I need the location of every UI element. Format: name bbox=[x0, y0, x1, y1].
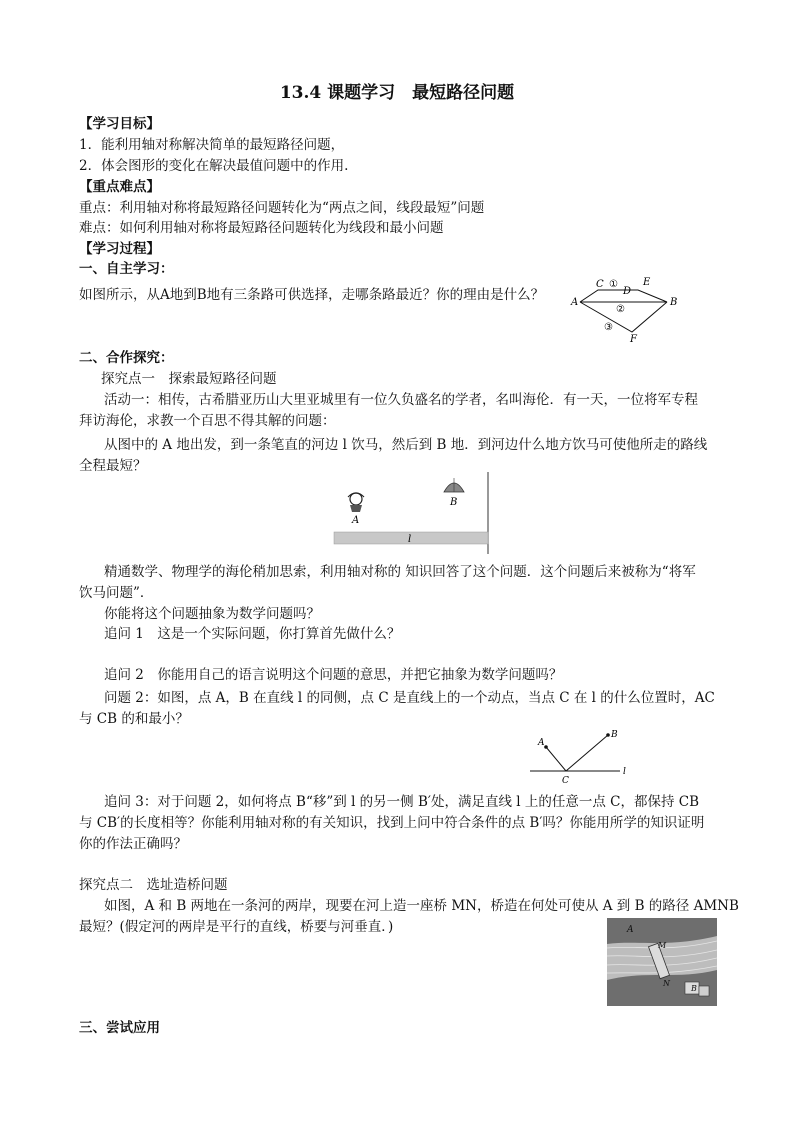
question2-line-1: 问题 2：如图，点 A，B 在直线 l 的同侧，点 C 是直线上的一个动点，当点 C 在 l 的什么位置时，AC bbox=[104, 690, 715, 706]
route-2-label: ② bbox=[616, 304, 625, 315]
section2-heading: 二、合作探究： bbox=[79, 350, 174, 366]
label-f: F bbox=[630, 334, 637, 345]
activity-line-1: 活动一：相传，古希腊亚历山大里亚城里有一位久负盛名的学者，名叫海伦．有一天，一位将军专程 bbox=[104, 392, 698, 408]
route-3-label: ③ bbox=[604, 322, 613, 333]
label-a: A bbox=[627, 925, 634, 935]
label-a: A bbox=[538, 738, 545, 748]
heron-line-1: 精通数学、物理学的海伦稍加思索，利用轴对称的 知识回答了这个问题．这个问题后来被称为“将军 bbox=[104, 564, 696, 580]
label-b: B bbox=[691, 984, 697, 993]
label-b: B bbox=[450, 497, 458, 508]
tent-icon bbox=[444, 478, 464, 492]
routes-figure bbox=[568, 270, 686, 348]
objectives-heading: 【学习目标】 bbox=[79, 116, 160, 132]
label-b: B bbox=[611, 730, 618, 740]
follow-up-1: 追问 1 这是一个实际问题，你打算首先做什么？ bbox=[104, 626, 401, 642]
label-c: C bbox=[562, 776, 569, 786]
bridge-line-1: 如图，A 和 B 两地在一条河的两岸，现要在河上造一座桥 MN，桥造在何处可使从 A 到 B 的路径 AMNB bbox=[104, 898, 739, 914]
horse-drinking-figure bbox=[330, 470, 492, 556]
label-d: D bbox=[623, 286, 632, 297]
objective-item-1: 1．能利用轴对称解决简单的最短路径问题， bbox=[79, 137, 345, 153]
follow-up-3-line-1: 追问 3：对于问题 2，如何将点 B“移”到 l 的另一侧 B′处，满足直线 l 上的任意一点 C，都保持 CB bbox=[104, 794, 700, 810]
label-c: C bbox=[596, 279, 604, 290]
label-l: l bbox=[408, 534, 412, 545]
page-title: 13.4 课题学习 最短路径问题 bbox=[279, 83, 515, 103]
question2-line-2: 与 CB 的和最小？ bbox=[79, 711, 189, 727]
problem-line-1: 从图中的 A 地出发，到一条笔直的河边 l 饮马，然后到 B 地．到河边什么地方饮马可使他所走的路线 bbox=[104, 437, 708, 453]
label-l: l bbox=[623, 767, 626, 777]
bridge-line-2: 最短？(假定河的两岸是平行的直线，桥要与河垂直．) bbox=[79, 919, 394, 935]
bridge-river-figure bbox=[607, 918, 717, 1006]
section3-heading: 三、尝试应用 bbox=[79, 1020, 160, 1036]
line-ac-cb-figure bbox=[528, 725, 634, 787]
label-a: A bbox=[571, 297, 579, 308]
explore2-title: 探究点二 选址造桥问题 bbox=[79, 877, 228, 893]
label-n: N bbox=[663, 979, 670, 988]
follow-up-3-line-2: 与 CB′的长度相等？你能利用轴对称的有关知识，找到上问中符合条件的点 B′吗？你能用所学的知识证明 bbox=[79, 815, 705, 831]
label-b: B bbox=[670, 297, 678, 308]
process-heading: 【学习过程】 bbox=[79, 241, 160, 257]
keypoints-heading: 【重点难点】 bbox=[79, 179, 160, 195]
explore1-title: 探究点一 探索最短路径问题 bbox=[101, 371, 277, 387]
route-1-label: ① bbox=[609, 279, 618, 290]
activity-line-2: 拜访海伦，求教一个百思不得其解的问题： bbox=[79, 413, 336, 429]
difficult-point: 难点：如何利用轴对称将最短路径问题转化为线段和最小问题 bbox=[79, 220, 444, 236]
objective-item-2: 2．体会图形的变化在解决最值问题中的作用. bbox=[79, 158, 349, 174]
key-point: 重点：利用轴对称将最短路径问题转化为“两点之间，线段最短”问题 bbox=[79, 200, 485, 216]
label-e: E bbox=[643, 277, 651, 288]
section1-heading: 一、自主学习： bbox=[79, 261, 174, 277]
heron-line-2: 饮马问题”． bbox=[79, 585, 154, 601]
section1-question: 如图所示，从A地到B地有三条路可供选择，走哪条路最近？你的理由是什么？ bbox=[79, 287, 545, 303]
follow-up-3-line-3: 你的作法正确吗？ bbox=[79, 836, 187, 852]
label-m: M bbox=[658, 941, 667, 950]
general-icon bbox=[348, 493, 364, 512]
follow-up-2: 追问 2 你能用自己的语言说明这个问题的意思，并把它抽象为数学问题吗？ bbox=[104, 667, 563, 683]
problem-line-2: 全程最短？ bbox=[79, 458, 147, 474]
abstract-question: 你能将这个问题抽象为数学问题吗？ bbox=[104, 606, 320, 622]
label-a: A bbox=[352, 515, 360, 526]
